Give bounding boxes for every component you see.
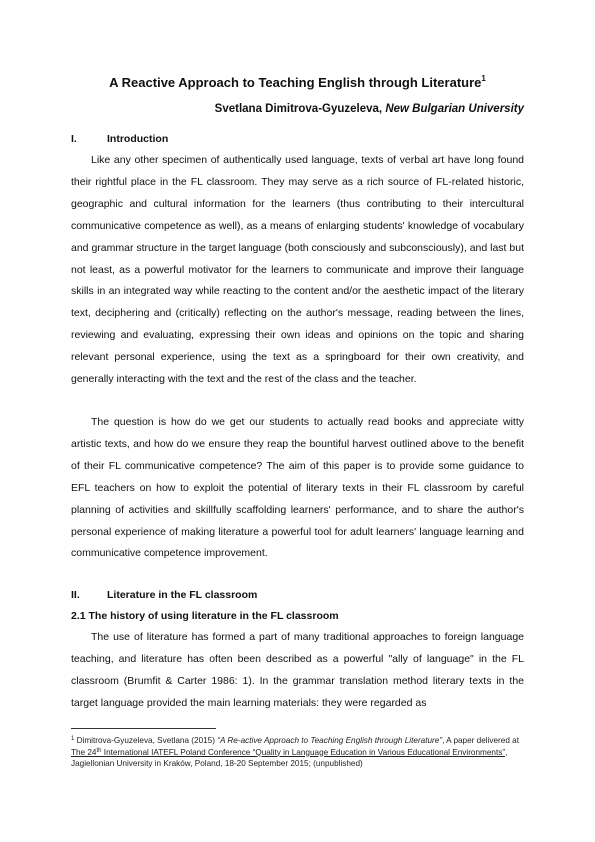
subsection-heading: 2.1 The history of using literature in the FL classroom (71, 610, 339, 622)
paper-title-text: A Reactive Approach to Teaching English through Literature (109, 75, 482, 90)
paper-title (0, 75, 595, 90)
section-number: II. (71, 589, 80, 601)
footnote-text: , A paper delivered at (442, 736, 519, 745)
author-name: Svetlana Dimitrova-Gyuzeleva, (214, 103, 386, 115)
title-footnote-mark[interactable]: 1 (481, 74, 486, 83)
conference-ordinal: The 24 (71, 747, 97, 757)
section-title: Literature in the FL classroom (107, 589, 258, 601)
footnote-text: Dimitrova-Gyuzeleva, Svetlana (2015) (74, 736, 218, 745)
author-line (215, 103, 524, 115)
author-affiliation: New Bulgarian University (385, 103, 524, 115)
footnote-conference-link[interactable] (71, 748, 505, 757)
footnote (71, 735, 531, 770)
conference-title: International IATEFL Poland Conference “Quality in Language Education in Various Educational Environments” (101, 747, 506, 757)
footnote-text: , Jagiellonian University in Kraków, Poland, 18-20 September 2015; (unpublished) (71, 747, 508, 768)
footnote-paper-title: “A Re-active Approach to Teaching English through Literature” (217, 736, 443, 745)
body-paragraph: The use of literature has formed a part of many traditional approaches to foreign language teaching, and literature has often been described as a powerful "ally of language" in the FL classroom (Brumfit & Carter 1986: 1). In the grammar translation method literary texts in the target language provided the main learning materials: they were regarded as (71, 631, 524, 709)
section-heading-literature (71, 589, 257, 601)
body-paragraph: Like any other specimen of authentically used language, texts of verbal art have long found their rightful place in the FL classroom. They may serve as a rich source of FL-related historic, geographic and cultural information for the learners (thus contributing to their intercultural communicative competence as well), as a means of enlarging students' knowledge of vocabulary and grammar structure in the target language (both consciously and subconsciously), and last but not least, as a powerful motivator for the learners to communicate and improve their language skills in an integrated way while reacting to the content and/or the aesthetic impact of the literary text, deciphering and (critically) reflecting on the author's message, reading between the lines, reviewing and evaluating, expressing their own ideas and opinions on the topic and sharing relevant personal experience, using the text as a springboard for their own creativity, and generally interacting with the text and the rest of the class and the teacher. (71, 154, 524, 386)
conference-ordinal-suffix: th (96, 747, 102, 754)
section-heading-introduction (71, 133, 168, 145)
section-title: Introduction (107, 133, 169, 145)
footnote-divider (71, 728, 216, 729)
body-paragraph: The question is how do we get our students to actually read books and appreciate witty artistic texts, and how do we ensure they reap the bountiful harvest outlined above to the benefit of their FL communicative competence? The aim of this paper is to provide some guidance to EFL teachers on how to exploit the potential of literary texts in their FL classroom by careful planning of activities and skillfully scaffolding learners' performance, and to share the author's personal experience of making literature a powerful tool for adult learners' language learning and communicative competence improvement. (71, 416, 524, 560)
footnote-mark: 1 (71, 736, 75, 742)
section-number: I. (71, 133, 77, 145)
